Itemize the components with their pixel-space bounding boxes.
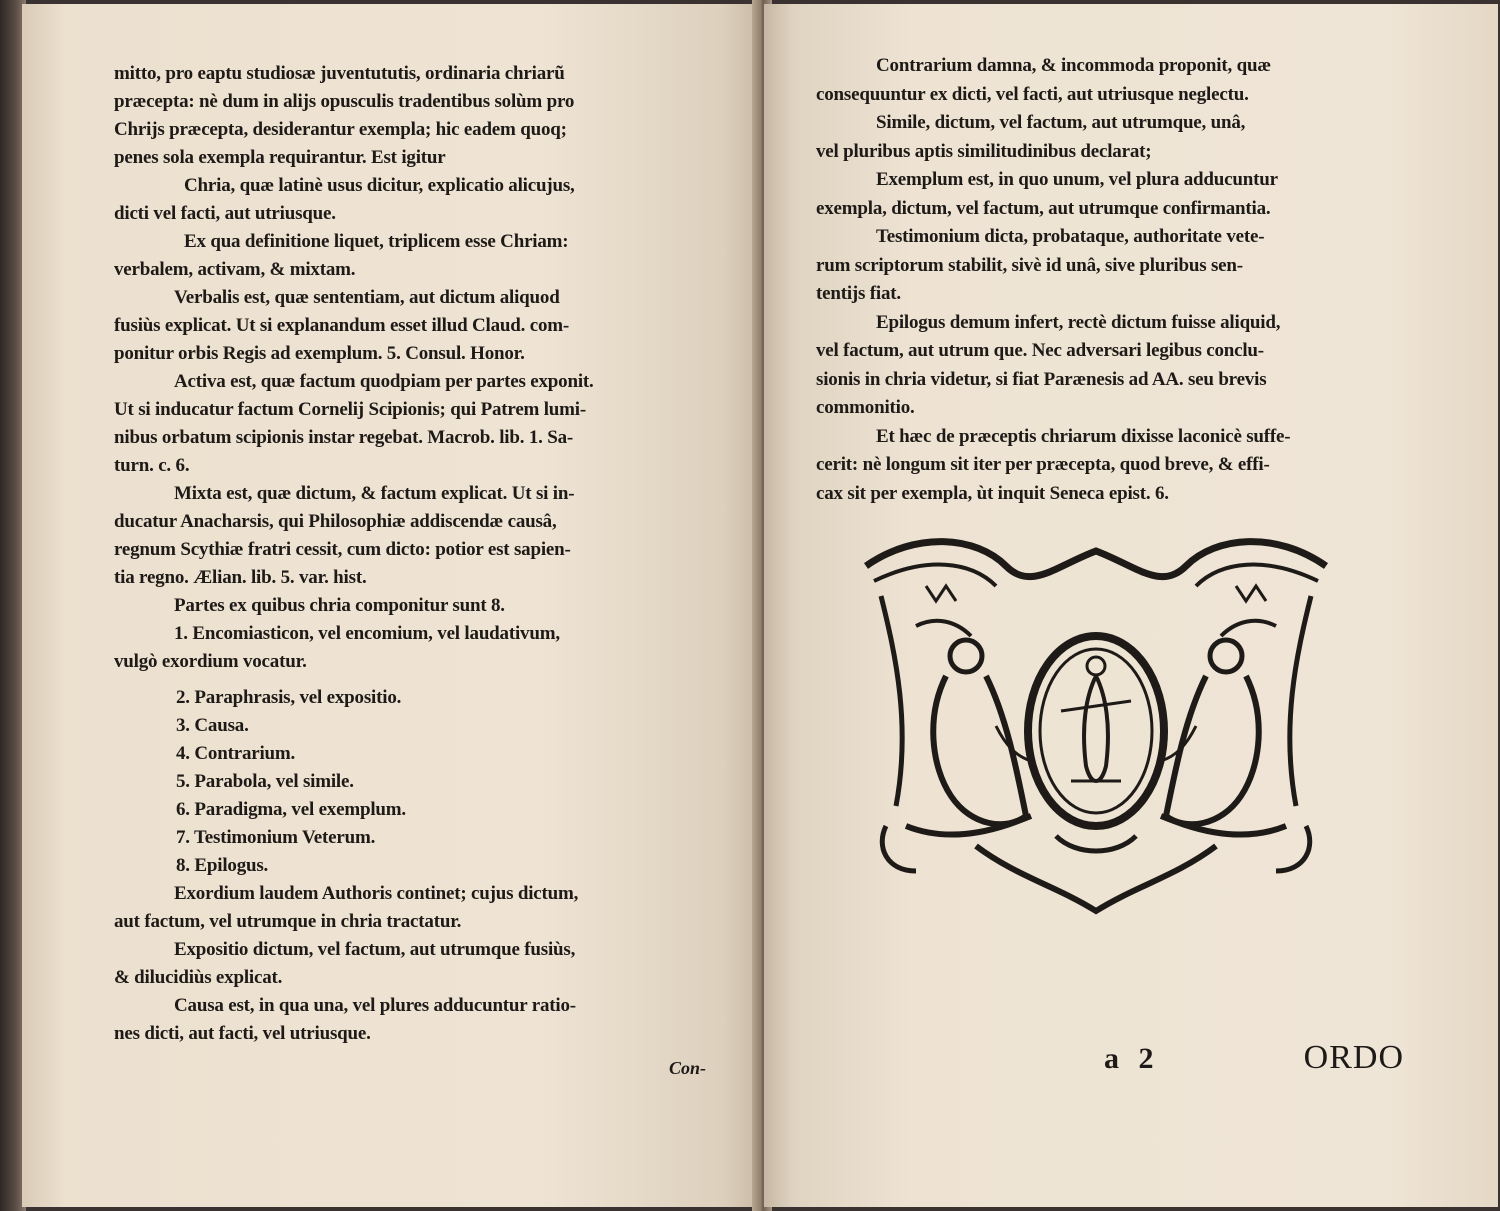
text-line: præcepta: nè dum in alijs opusculis tradentibus solùm pro: [114, 91, 575, 112]
text-line: Activa est, quæ factum quodpiam per partes exponit.: [174, 371, 594, 392]
text-line: Causa est, in qua una, vel plures adducuntur ratio-: [174, 995, 576, 1016]
right-text-block: [816, 52, 1408, 508]
text-line: Et hæc de præceptis chriarum dixisse laconicè suffe-: [876, 425, 1291, 447]
text-line: Epilogus demum infert, rectè dictum fuisse aliquid,: [876, 311, 1281, 333]
text-line: consequuntur ex dicti, vel facti, aut utriusque neglectu.: [816, 83, 1249, 105]
text-line: Verbalis est, quæ sententiam, aut dictum aliquod: [174, 287, 560, 308]
text-line: cerit: nè longum sit iter per præcepta, quod breve, & effi-: [816, 454, 1270, 475]
list-item: 4. Contrarium.: [176, 743, 296, 764]
text-line: ducatur Anacharsis, qui Philosophiæ addiscendæ causâ,: [114, 511, 557, 532]
list-item: 8. Epilogus.: [176, 855, 269, 876]
signature-mark: a 2: [1104, 1042, 1160, 1075]
text-line: commonitio.: [816, 397, 915, 418]
list-item: 7. Testimonium Veterum.: [176, 827, 376, 848]
woodcut-ornament: [856, 526, 1336, 916]
text-line: dicti vel facti, aut utriusque.: [114, 203, 336, 224]
text-line: sionis in chria videtur, si fiat Parænesis ad AA. seu brevis: [816, 368, 1267, 390]
text-line: Simile, dictum, vel factum, aut utrumque, unâ,: [876, 112, 1246, 133]
text-line: Exordium laudem Authoris continet; cujus dictum,: [174, 883, 579, 904]
text-line: exempla, dictum, vel factum, aut utrumque confirmantia.: [816, 197, 1271, 219]
text-line: turn. c. 6.: [114, 455, 190, 476]
list-item: 6. Paradigma, vel exemplum.: [176, 799, 406, 820]
text-line: Ut si inducatur factum Cornelij Scipionis; qui Patrem lumi-: [114, 399, 587, 420]
text-line: aut factum, vel utrumque in chria tractatur.: [114, 911, 462, 932]
text-line: regnum Scythiæ fratri cessit, cum dicto: potior est sapien-: [114, 539, 571, 560]
text-line: tentijs fiat.: [816, 283, 901, 304]
text-line: Contrarium damna, & incommoda proponit, quæ: [876, 55, 1271, 76]
text-line: vel pluribus aptis similitudinibus declarat;: [816, 140, 1152, 162]
right-catchword: ORDO: [1303, 1039, 1404, 1076]
left-catchword: Con-: [668, 1058, 706, 1078]
text-line: Ex qua definitione liquet, triplicem esse Chriam:: [184, 231, 569, 252]
text-line: Expositio dictum, vel factum, aut utrumque fusiùs,: [174, 939, 576, 960]
left-text-block-2: [114, 880, 720, 1048]
text-line: Mixta est, quæ dictum, & factum explicat. Ut si in-: [174, 483, 575, 504]
text-line: cax sit per exempla, ùt inquit Seneca epist. 6.: [816, 482, 1169, 504]
text-line: ponitur orbis Regis ad exemplum. 5. Consul. Honor.: [114, 343, 525, 364]
text-line: rum scriptorum stabilit, sivè id unâ, sive pluribus sen-: [816, 254, 1243, 276]
text-line: vel factum, aut utrum que. Nec adversari legibus conclu-: [816, 340, 1264, 361]
left-text-block: [114, 60, 720, 676]
parts-list: [114, 684, 720, 880]
list-item: 5. Parabola, vel simile.: [176, 771, 354, 792]
page-footer: [1104, 1039, 1404, 1077]
text-line: verbalem, activam, & mixtam.: [114, 259, 356, 280]
text-line: fusiùs explicat. Ut si explanandum esset illud Claud. com-: [114, 315, 570, 336]
text-line: Chrijs præcepta, desiderantur exempla; hic eadem quoq;: [114, 119, 567, 140]
list-item: 3. Causa.: [176, 715, 249, 736]
text-line: Chria, quæ latinè usus dicitur, explicatio alicujus,: [184, 175, 575, 196]
text-line: Testimonium dicta, probataque, authoritate vete-: [876, 226, 1265, 247]
text-line: nes dicti, aut facti, vel utriusque.: [114, 1023, 371, 1044]
text-line: Exemplum est, in quo unum, vel plura adducuntur: [876, 169, 1278, 190]
list-item: 2. Paraphrasis, vel expositio.: [176, 687, 402, 708]
text-line: mitto, pro eaptu studiosæ juventututis, ordinaria chriarũ: [114, 63, 565, 84]
right-page: [764, 4, 1498, 1207]
text-line: & dilucidiùs explicat.: [114, 967, 283, 988]
text-line: nibus orbatum scipionis instar regebat. Macrob. lib. 1. Sa-: [114, 427, 574, 448]
text-line: tia regno. Ælian. lib. 5. var. hist.: [114, 567, 367, 588]
left-page: [22, 4, 760, 1207]
text-line: vulgò exordium vocatur.: [114, 651, 307, 672]
text-line: 1. Encomiasticon, vel encomium, vel laudativum,: [174, 623, 560, 644]
text-line: penes sola exempla requirantur. Est igitur: [114, 147, 446, 168]
text-line: Partes ex quibus chria componitur sunt 8.: [174, 595, 505, 616]
